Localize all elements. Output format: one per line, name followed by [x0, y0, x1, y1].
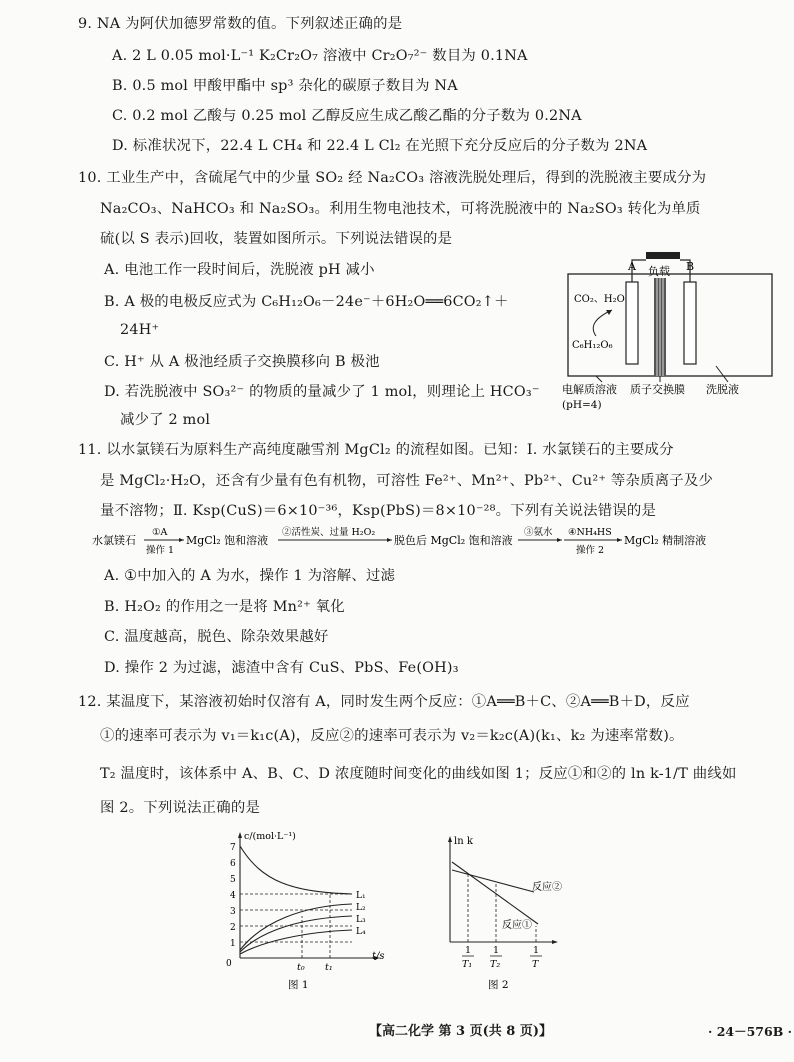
q10-option-b-2: 24H⁺	[120, 322, 160, 338]
flow-arrow1-bottom: 操作 1	[146, 545, 175, 556]
fig1-t1: t₁	[325, 962, 333, 973]
q12-figure-2	[438, 832, 568, 996]
label-b: B	[686, 260, 695, 273]
fig2-one-1: 1	[465, 945, 472, 956]
q12-stem-2: ①的速率可表示为 v₁＝k₁c(A)，反应②的速率可表示为 v₂＝k₂c(A)(k₁、k₂ 为速率常数)。	[100, 728, 684, 744]
q10-option-a: A. 电池工作一段时间后，洗脱液 pH 减小	[104, 262, 375, 278]
load-box	[646, 252, 680, 259]
fig2-one-3: 1	[533, 945, 540, 956]
q11-option-a: A. ①中加入的 A 为水，操作 1 为溶解、过滤	[104, 568, 396, 584]
q10-cell-figure	[556, 250, 784, 422]
q12-stem-1: 12. 某温度下，某溶液初始时仅溶有 A，同时发生两个反应：①A══B＋C、②A══B＋D，反应	[78, 694, 690, 710]
fig2-xticks	[462, 945, 542, 970]
fig1-label-l2: L₂	[356, 903, 366, 913]
fig1-ytick-1: 1	[230, 939, 236, 949]
q11-stem-1: 11. 以水氯镁石为原料生产高纯度融雪剂 MgCl₂ 的流程如图。已知：Ⅰ. 水氯镁石的主要成分	[78, 442, 674, 458]
q10-stem-3: 硫(以 S 表示)回收，装置如图所示。下列说法错误的是	[100, 231, 453, 247]
flow-arrow2-top: ②活性炭、过量 H₂O₂	[282, 527, 376, 538]
fig1-xlabel: t/s	[372, 951, 385, 962]
q9-option-a: A. 2 L 0.05 mol·L⁻¹ K₂Cr₂O₇ 溶液中 Cr₂O₇²⁻ 数目为 0.1NA	[112, 48, 528, 64]
q11-option-c: C. 温度越高，脱色、除杂效果越好	[104, 629, 329, 645]
flow-arrow4-top: ④NH₄HS	[568, 527, 612, 538]
caption-electrolyte: 电解质溶液	[562, 383, 617, 396]
cell-container	[568, 274, 772, 376]
footer-page-info: 【高二化学 第 3 页(共 8 页)】	[369, 1024, 553, 1039]
q9-option-c: C. 0.2 mol 乙酸与 0.25 mol 乙醇反应生成乙酸乙酯的分子数为 0.2NA	[112, 108, 582, 124]
fig2-x3: T	[532, 959, 539, 970]
q11-option-d: D. 操作 2 为过滤，滤渣中含有 CuS、PbS、Fe(OH)₃	[104, 660, 459, 676]
q12-figure-1	[222, 826, 402, 996]
fig2-label-r1: 反应①	[502, 920, 532, 931]
fig2-line-r2	[452, 870, 534, 892]
q10-stem-2: Na₂CO₃、NaHCO₃ 和 Na₂SO₃。利用生物电池技术，可将洗脱液中的 Na₂SO₃ 转化为单质	[100, 201, 701, 217]
label-co2-h2o: CO₂、H₂O	[574, 294, 625, 305]
fig1-label-l4: L₄	[356, 927, 366, 937]
q11-option-b: B. H₂O₂ 的作用之一是将 Mn²⁺ 氧化	[104, 599, 345, 615]
q12-stem-4: 图 2。下列说法正确的是	[100, 800, 261, 816]
fig1-ytick-5: 5	[230, 875, 236, 885]
fig2-ylabel: ln k	[454, 836, 473, 847]
fig1-ytick-6: 6	[230, 859, 236, 869]
fig1-ytick-4: 4	[230, 891, 236, 901]
q10-option-d-1: D. 若洗脱液中 SO₃²⁻ 的物质的量减少了 1 mol，则理论上 HCO₃⁻	[104, 384, 540, 400]
fig1-yticks	[230, 843, 236, 949]
flow-arrow3-top: ③氨水	[524, 527, 553, 538]
fig1-label-l1: L₁	[356, 891, 366, 901]
fig1-ytick-2: 2	[230, 923, 236, 933]
q9-option-b: B. 0.5 mol 甲酸甲酯中 sp³ 杂化的碳原子数目为 NA	[112, 78, 458, 94]
flow-arrow1-top: ①A	[152, 527, 168, 538]
fig1-curve-l1	[240, 846, 352, 894]
footer-code: · 24－576B ·	[708, 1024, 792, 1039]
q11-stem-2: 是 MgCl₂·H₂O，还含有少量有色有机物，可溶性 Fe²⁺、Mn²⁺、Pb²⁺、Cu²⁺ 等杂质离子及少	[100, 473, 714, 489]
electrode-b	[684, 282, 696, 364]
fig2-x1: T₁	[462, 959, 473, 970]
fig2-caption: 图 2	[488, 979, 509, 991]
q10-option-b-1: B. A 极的电极反应式为 C₆H₁₂O₆－24e⁻＋6H₂O══6CO₂↑＋	[104, 294, 509, 310]
label-glucose: C₆H₁₂O₆	[572, 340, 613, 351]
fig2-one-2: 1	[493, 945, 500, 956]
q9-stem: 9. NA 为阿伏加德罗常数的值。下列叙述正确的是	[78, 16, 403, 32]
flow-step-saturated: MgCl₂ 饱和溶液	[186, 534, 269, 547]
caption-membrane: 质子交换膜	[630, 383, 685, 396]
electrode-a	[626, 282, 638, 364]
flow-step-raw: 水氯镁石	[92, 534, 136, 547]
caption-eluate: 洗脱液	[706, 383, 739, 396]
fig1-curve-l2	[240, 904, 352, 950]
caption-ph: (pH=4)	[562, 399, 602, 411]
fig1-t0: t₀	[297, 962, 305, 973]
fig2-x2: T₂	[490, 959, 501, 970]
fig1-ytick-3: 3	[230, 907, 236, 917]
flow-arrow4-bottom: 操作 2	[576, 545, 605, 556]
fig1-ytick-7: 7	[230, 843, 236, 853]
q11-stem-3: 量不溶物；Ⅱ. Ksp(CuS)＝6×10⁻³⁶，Ksp(PbS)＝8×10⁻²⁸。下列有关说法错误的是	[100, 503, 657, 519]
q10-option-d-2: 减少了 2 mol	[120, 412, 211, 428]
fig2-line-r1	[452, 862, 538, 924]
q10-option-c: C. H⁺ 从 A 极池经质子交换膜移向 B 极池	[104, 354, 380, 370]
fig2-label-r2: 反应②	[532, 882, 562, 893]
flow-step-decolored: 脱色后 MgCl₂ 饱和溶液	[394, 534, 513, 547]
label-a: A	[628, 260, 636, 273]
label-load: 负载	[648, 265, 670, 278]
q12-stem-3: T₂ 温度时，该体系中 A、B、C、D 浓度随时间变化的曲线如图 1；反应①和②的 ln k-1/T 曲线如	[100, 766, 737, 782]
fig1-label-l3: L₃	[356, 915, 366, 925]
q11-flowchart	[92, 523, 782, 559]
fig1-origin: 0	[226, 959, 232, 969]
q10-stem-1: 10. 工业生产中，含硫尾气中的少量 SO₂ 经 Na₂CO₃ 溶液洗脱处理后，得到的洗脱液主要成分为	[78, 170, 707, 186]
fig1-caption: 图 1	[288, 979, 309, 991]
q9-option-d: D. 标准状况下，22.4 L CH₄ 和 22.4 L Cl₂ 在光照下充分反应后的分子数为 2NA	[112, 138, 648, 154]
fig1-ylabel: c/(mol·L⁻¹)	[244, 831, 296, 842]
flow-step-refined: MgCl₂ 精制溶液	[624, 534, 707, 547]
